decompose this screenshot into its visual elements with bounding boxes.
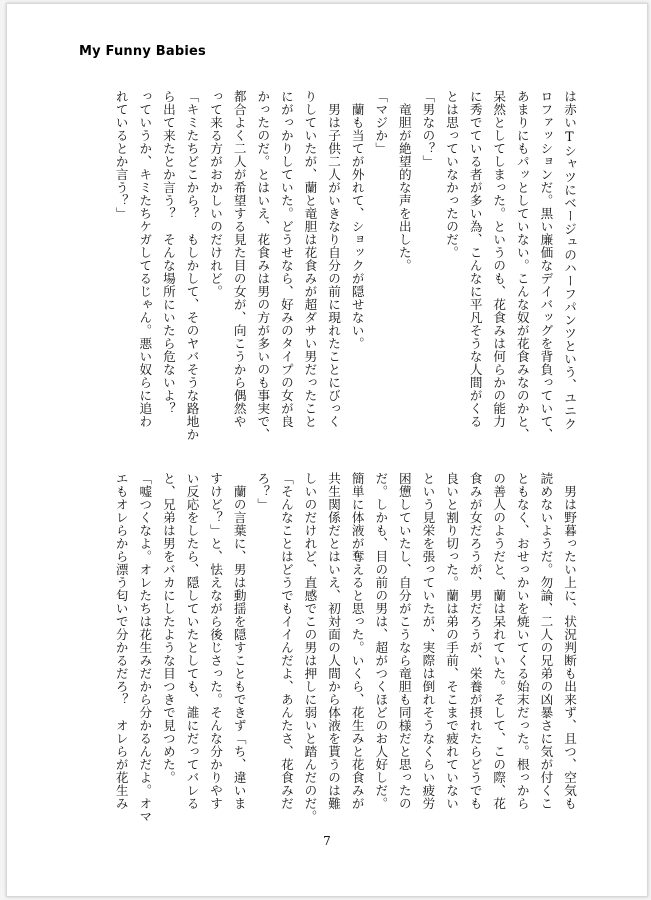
text-column: エもオレらから漂う匂いで分かるだろ？ オレらが花生み xyxy=(113,472,129,810)
text-column: 蘭の言葉に、男は動揺を隠すこともできず「ち、違いま xyxy=(231,472,247,810)
text-column: ら出て来たとか言う？ そんな場所にいたら危ないよ？ xyxy=(160,90,176,415)
text-column: 共生関係だとはいえ、初対面の人間から体液を貰うのは難 xyxy=(326,472,342,810)
text-column: 「そんなことはどうでもイイんだよ、あんたさ、花食みだ xyxy=(278,472,294,810)
text-column: っていうか、キミたちケガしてるじゃん。悪い奴らに追わ xyxy=(137,90,153,428)
text-column: は赤いTシャツにベージュのハーフパンツという、ユニク xyxy=(562,90,577,431)
text-column: かったのだ。とはいえ、花食みは男の方が多いのも事実で、 xyxy=(255,90,271,441)
text-column: とは思っていなかったのだ。 xyxy=(444,90,460,259)
text-column: 竜胆が絶望的な声を出した。 xyxy=(396,90,412,272)
text-column: って来る方がおかしいのだけれど。 xyxy=(208,90,224,298)
text-column: 蘭も当てが外れて、ショックが隠せない。 xyxy=(349,90,365,350)
text-column: すけど？」と、怯えながら後じさった。そんな分かりやす xyxy=(208,472,224,810)
document-page xyxy=(6,3,648,897)
text-column: 「男なの？」 xyxy=(420,90,436,168)
text-column: 呆然としてしまった。というのも、花食みは何らかの能力 xyxy=(491,90,507,428)
text-column: あまりにもパッとしていない。こんな奴が花食みなのかと、 xyxy=(514,90,530,441)
page-number: 7 xyxy=(323,834,331,848)
running-header: My Funny Babies xyxy=(79,44,206,59)
text-column: い反応をしたら、隠していたとしても、誰にだってバレる xyxy=(184,472,200,810)
text-column: ロファッションだ。黒い廉価なデイバッグを背負っていて、 xyxy=(538,90,554,441)
text-column: ろ？」 xyxy=(255,472,271,511)
text-column: 簡単に体液が奪えると思った。いくら、花生みと花食みが xyxy=(349,472,365,810)
text-column: 食みが女だろうが、男だろうが、栄養が摂れたらどうでも xyxy=(467,472,483,810)
text-column: と、兄弟は男をバカにしたような目つきで見つめた。 xyxy=(160,472,176,784)
text-column: ともなく、おせっかいを焼いてくる始末だった。根っから xyxy=(514,472,530,810)
text-column: 読めないようだ。勿論、二人の兄弟の凶暴さに気が付くこ xyxy=(538,472,554,810)
text-column: 「マジか」 xyxy=(373,90,389,155)
text-column: りしていたが、蘭と竜胆は花食みが超ダサい男だったこと xyxy=(302,90,318,428)
text-column: にがっかりしていた。どうせなら、好みのタイプの女が良 xyxy=(278,90,294,428)
text-column: という見栄を張っていたが、実際は倒れそうなくらい疲労 xyxy=(420,472,436,810)
text-column: 男は子供二人がいきなり自分の前に現れたことにびっく xyxy=(326,90,342,428)
text-column: 男は野暮ったい上に、状況判断も出来ず、且つ、空気も xyxy=(562,472,577,810)
text-column: 良いと割り切った。蘭は弟の手前、そこまで疲れていない xyxy=(444,472,460,810)
text-column: 「キミたちどこから？ もしかして、そのヤバそうな路地か xyxy=(184,90,200,441)
upper-text-block xyxy=(103,90,575,442)
text-column: の善人のようだと、蘭は呆れていた。そして、この際、花 xyxy=(491,472,507,810)
lower-text-block xyxy=(103,472,575,824)
text-column: しいのだけれど、直感でこの男は押しに弱いと踏んだのだ。 xyxy=(302,472,318,823)
text-column: 「嘘つくなよ。オレたちは花生みだから分かるんだよ。オマ xyxy=(137,472,153,823)
text-column: 困憊していたし、自分がこうなら竜胆も同様だと思ったの xyxy=(396,472,412,810)
text-column: 都合よく二人が希望する見た目の女が、向こうから偶然や xyxy=(231,90,247,428)
text-column: に秀でている者が多い為、こんなに平凡そうな人間がくる xyxy=(467,90,483,428)
text-column: だ。しかも、目の前の男は、超がつくほどのお人好しだ。 xyxy=(373,472,389,810)
text-column: れているとか言う？」 xyxy=(113,90,129,220)
